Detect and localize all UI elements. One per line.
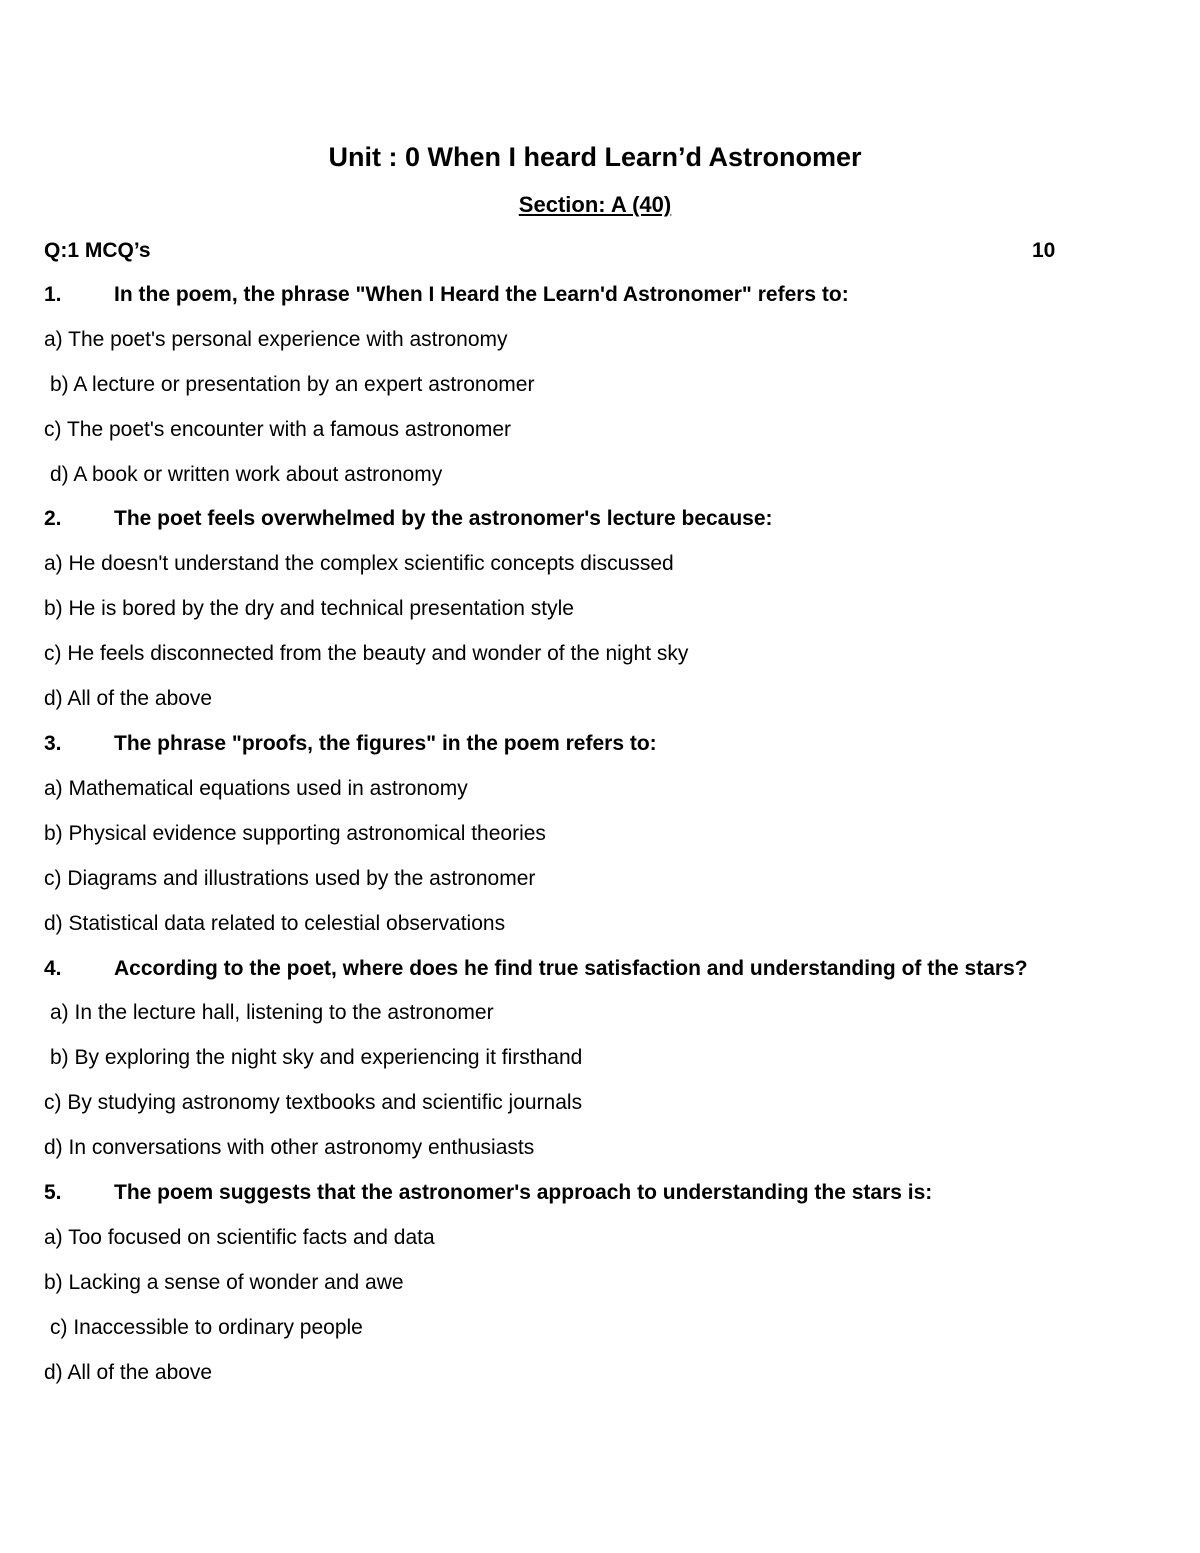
question-2 — [44, 504, 773, 534]
option-1a: a) The poet's personal experience with astronomy — [44, 328, 508, 351]
option-2b: b) He is bored by the dry and technical presentation style — [44, 597, 574, 620]
option-2a: a) He doesn't understand the complex scientific concepts discussed — [44, 552, 674, 575]
option-4b: b) By exploring the night sky and experiencing it firsthand — [50, 1046, 583, 1069]
question-text: The poem suggests that the astronomer's approach to understanding the stars is: — [114, 1181, 933, 1204]
section-heading: Section: A (40) — [518, 192, 672, 217]
question-4 — [44, 954, 1028, 984]
option-1d: d) A book or written work about astronomy — [50, 463, 443, 486]
option-5c: c) Inaccessible to ordinary people — [50, 1316, 363, 1339]
option-4a: a) In the lecture hall, listening to the astronomer — [50, 1001, 494, 1024]
question-group-label: Q:1 MCQ’s — [44, 239, 151, 262]
option-3d: d) Statistical data related to celestial observations — [44, 912, 506, 935]
option-5d: d) All of the above — [44, 1361, 213, 1384]
question-text: The poet feels overwhelmed by the astronomer's lecture because: — [114, 507, 773, 530]
question-number: 5. — [44, 1181, 62, 1204]
question-text: According to the poet, where does he find true satisfaction and understanding of the stars? — [114, 957, 1028, 980]
question-1 — [44, 280, 849, 310]
question-text: In the poem, the phrase "When I Heard the Learn'd Astronomer" refers to: — [114, 283, 849, 306]
question-number: 3. — [44, 732, 62, 755]
question-number: 1. — [44, 283, 62, 306]
question-text: The phrase "proofs, the figures" in the poem refers to: — [114, 732, 657, 755]
option-1c: c) The poet's encounter with a famous astronomer — [44, 418, 512, 441]
option-4d: d) In conversations with other astronomy enthusiasts — [44, 1136, 535, 1159]
option-2d: d) All of the above — [44, 687, 213, 710]
option-1b: b) A lecture or presentation by an expert astronomer — [50, 373, 535, 396]
option-3c: c) Diagrams and illustrations used by the astronomer — [44, 867, 536, 890]
option-3b: b) Physical evidence supporting astronomical theories — [44, 822, 546, 845]
question-3 — [44, 729, 657, 759]
question-group-marks: 10 — [1032, 239, 1056, 262]
question-number: 2. — [44, 507, 62, 530]
question-number: 4. — [44, 957, 62, 980]
option-2c: c) He feels disconnected from the beauty and wonder of the night sky — [44, 642, 689, 665]
page-title: Unit : 0 When I heard Learn’d Astronomer — [328, 142, 862, 172]
option-5b: b) Lacking a sense of wonder and awe — [44, 1271, 404, 1294]
option-4c: c) By studying astronomy textbooks and scientific journals — [44, 1091, 583, 1114]
option-3a: a) Mathematical equations used in astronomy — [44, 777, 468, 800]
option-5a: a) Too focused on scientific facts and data — [44, 1226, 435, 1249]
question-5 — [44, 1178, 932, 1208]
